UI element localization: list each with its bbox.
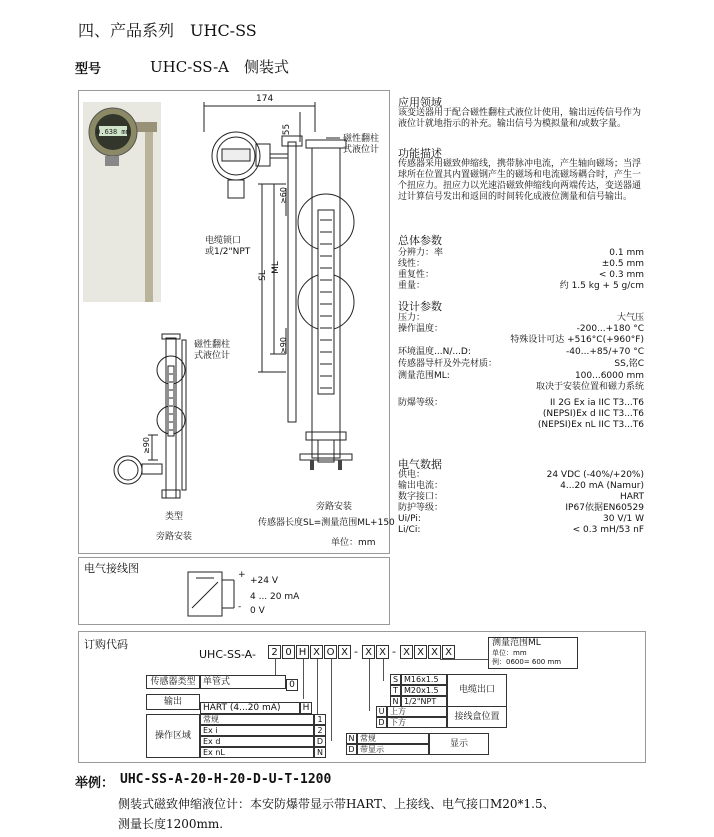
code-box: H xyxy=(296,645,309,659)
code-box: X xyxy=(400,645,413,659)
code-box: 2 xyxy=(268,645,281,659)
func-text: 传感器采用磁致伸缩线，携带脉冲电流，产生轴向磁场；当浮球所在位置其内置磁钢产生的磁场和电流磁场耦合时，产生一个扭应力。扭应力以光速沿磁致伸缩线向两端传达，变送器通过计算信号发出和返回的时间转化成液位测量和信号输出。 xyxy=(398,159,642,202)
model-value: UHC-SS-A 侧装式 xyxy=(150,58,290,76)
model-label: 型号 xyxy=(75,62,102,77)
section-title: 四、产品系列 UHC-SS xyxy=(78,21,257,40)
elec-row: 输出电流： 4...20 mA (Namur) xyxy=(398,481,644,491)
dim-ml: ML xyxy=(270,261,281,274)
display-label: 显示 xyxy=(429,733,489,755)
code-box: X xyxy=(338,645,351,659)
general-title: 总体参数 xyxy=(398,234,442,247)
dim-width: 174 xyxy=(256,94,274,104)
cable-item: M16x1.5 xyxy=(401,674,447,685)
cable-code: S xyxy=(390,674,401,685)
code-box: 0 xyxy=(282,645,295,659)
display-item: 常规 xyxy=(357,733,429,744)
type-label: 类型 xyxy=(165,512,184,522)
elec-row: 数字接口： HART xyxy=(398,492,644,502)
code-dash: - xyxy=(354,645,358,658)
code-box: X xyxy=(376,645,389,659)
example-code: UHC-SS-A-20-H-20-D-U-T-1200 xyxy=(120,772,332,787)
op-code: 1 xyxy=(314,714,326,725)
op-item: Ex d xyxy=(200,736,314,747)
wiring-24v: +24 V xyxy=(250,576,279,586)
design-row: 传感器导杆及外壳材质： SS,铭C xyxy=(398,359,644,369)
code-dash: - xyxy=(392,645,396,658)
func-title: 功能描述 xyxy=(398,147,442,160)
code-box: X xyxy=(310,645,323,659)
order-prefix: UHC-SS-A- xyxy=(199,648,256,661)
cable-item: M20x1.5 xyxy=(401,685,447,696)
box-code: D xyxy=(376,717,387,728)
design-row: 测量范围ML: 100...6000 mm xyxy=(398,371,644,381)
wiring-minus: - xyxy=(238,602,242,612)
code-box: X xyxy=(414,645,427,659)
bypass-label: 旁路安装 xyxy=(156,532,193,542)
cable-label-2: 或1/2"NPT xyxy=(205,247,251,257)
box-item: 上方 xyxy=(387,706,447,717)
cable-code: T xyxy=(390,685,401,696)
order-title: 订购代码 xyxy=(84,638,128,651)
wiring-0v: 0 V xyxy=(250,606,265,616)
elec-row: Ui/Pi: 30 V/1 W xyxy=(398,514,644,524)
output-value: HART (4...20 mA) xyxy=(200,702,300,714)
elec-row: 供电： 24 VDC (-40%/+20%) xyxy=(398,470,644,480)
side-label-1: 磁性翻柱 xyxy=(343,134,380,144)
example-desc-2: 测量长度1200mm. xyxy=(118,817,224,831)
sensor-type-value: 单管式 xyxy=(200,675,286,689)
op-code: N xyxy=(314,747,326,758)
op-item: Ex i xyxy=(200,725,314,736)
sensor-type-code: 0 xyxy=(286,679,298,691)
general-row: 重量： 约 1.5 kg + 5 g/cm xyxy=(398,281,644,291)
dim-60: ≥60 xyxy=(278,187,288,204)
general-row: 线性： ±0.5 mm xyxy=(398,259,644,269)
range-unit: 单位：mm xyxy=(492,649,527,657)
op-label: 操作区域 xyxy=(146,714,200,758)
cable-code: N xyxy=(390,696,401,707)
design-row: 环境温度...N/...D: -40...+85/+70 °C xyxy=(398,347,644,357)
cable-item: 1/2"NPT xyxy=(401,696,447,707)
small-label-1: 磁性翻柱 xyxy=(194,340,231,350)
code-box: X xyxy=(362,645,375,659)
display-code: D xyxy=(346,744,357,755)
cable-label-1: 电缆锁口 xyxy=(205,236,242,246)
op-code: D xyxy=(314,736,326,747)
box-code: U xyxy=(376,706,387,717)
example-title: 举例： xyxy=(75,776,115,791)
design-row: (NEPSI)Ex nL IIC T3...T6 xyxy=(537,420,644,430)
design-row: (NEPSI)Ex d IIC T3...T6 xyxy=(542,409,644,419)
photo-display-text: 0.638 mm xyxy=(96,128,130,136)
range-example: 例：0600= 600 mm xyxy=(492,658,562,666)
box-label: 接线盒位置 xyxy=(447,706,507,728)
unit-label: 单位：mm xyxy=(331,538,376,548)
design-row: 防爆等级： II 2G Ex ia IIC T3...T6 xyxy=(398,398,644,408)
small-dim-90: ≥90 xyxy=(141,437,151,454)
product-photo xyxy=(83,102,161,302)
formula: 传感器长度SL=测量范围ML+150 xyxy=(258,518,395,528)
app-text: 该变送器用于配合磁性翻柱式液位计使用，输出远传信号作为液位计就地指示的补充。输出信号为模拟量和/或数字量。 xyxy=(398,108,642,129)
side-label-2: 式液位计 xyxy=(343,145,380,155)
wiring-plus: + xyxy=(238,570,246,580)
design-row: 特殊设计可达 +516°C(+960°F) xyxy=(510,335,644,345)
box-item: 下方 xyxy=(387,717,447,728)
dim-90: ≥90 xyxy=(278,337,288,354)
general-row: 重复性： < 0.3 mm xyxy=(398,270,644,280)
range-title: 测量范围ML xyxy=(492,638,541,648)
output-label: 输出 xyxy=(146,694,200,710)
design-title: 设计参数 xyxy=(398,300,442,313)
sensor-type-label: 传感器类型 xyxy=(146,675,200,689)
design-row: 操作温度： -200...+180 °C xyxy=(398,324,644,334)
display-item: 带显示 xyxy=(357,744,429,755)
general-row: 分辨力：率 0.1 mm xyxy=(398,248,644,258)
design-row: 压力： 大气压 xyxy=(398,313,644,323)
wiring-title: 电气接线图 xyxy=(84,562,139,575)
dim-sl: SL xyxy=(257,270,268,281)
dim-top: 55 xyxy=(282,123,293,136)
small-label-2: 式液位计 xyxy=(194,351,231,361)
code-box: X xyxy=(428,645,441,659)
code-box: X xyxy=(442,645,455,659)
elec-title: 电气数据 xyxy=(398,458,442,471)
code-box: O xyxy=(324,645,337,659)
elec-row: 防护等级： IP67依据EN60529 xyxy=(398,503,644,513)
op-code: 2 xyxy=(314,725,326,736)
output-code: H xyxy=(300,702,312,714)
bypass-label-right: 旁路安装 xyxy=(316,502,353,512)
op-item: 常规 xyxy=(200,714,314,725)
design-row: 取决于安装位置和磁力系统 xyxy=(535,382,644,392)
wiring-ma: 4 ... 20 mA xyxy=(250,592,300,602)
elec-row: Li/Ci: < 0.3 mH/53 nF xyxy=(398,525,644,535)
display-code: N xyxy=(346,733,357,744)
app-title: 应用领域 xyxy=(398,96,442,109)
example-desc-1: 侧装式磁致伸缩液位计：本安防爆带显示带HART、上接线、电气接口M20*1.5、 xyxy=(118,797,555,811)
op-item: Ex nL xyxy=(200,747,314,758)
cable-label: 电缆出口 xyxy=(447,674,507,707)
